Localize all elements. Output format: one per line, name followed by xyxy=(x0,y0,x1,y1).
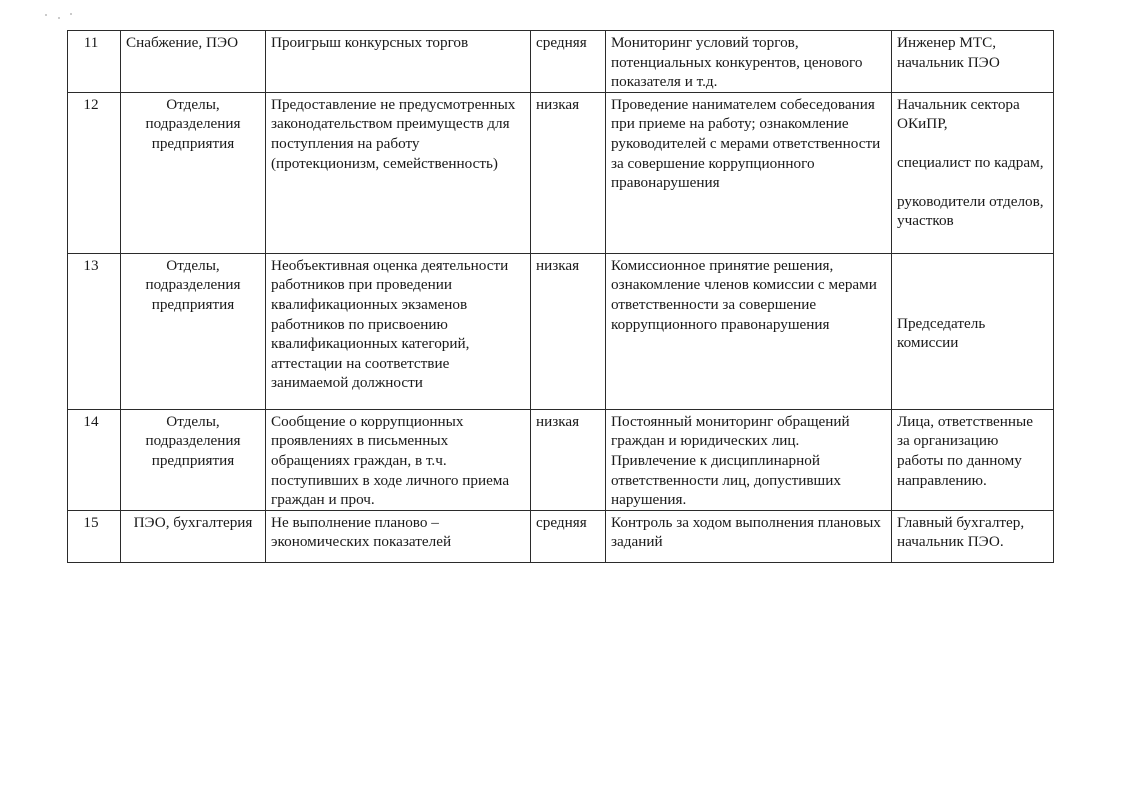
responsible-person: Председатель комиссии xyxy=(897,314,986,352)
risk-cell: Сообщение о коррупционных проявлениях в письменных обращениях граждан, в т.ч. поступивших в ходе личного приема граждан и проч. xyxy=(266,409,531,510)
table-row xyxy=(68,92,1054,253)
row-number: 12 xyxy=(68,92,121,253)
measures-cell: Постоянный мониторинг обращений граждан и юридических лиц. Привлечение к дисциплинарной ответственности лиц, допустивших нарушения. xyxy=(606,409,892,510)
risk-cell: Не выполнение планово – экономических показателей xyxy=(266,510,531,562)
responsible-cell xyxy=(892,510,1054,562)
responsible-person: Лица, ответственные за организацию работы по данному направлению. xyxy=(897,412,1033,489)
responsible-cell xyxy=(892,92,1054,253)
responsible-cell xyxy=(892,253,1054,409)
risk-level-cell: низкая xyxy=(531,409,606,510)
risk-level-cell: средняя xyxy=(531,31,606,93)
scan-speck xyxy=(58,17,60,19)
risk-cell: Предоставление не предусмотренных законодательством преимуществ для поступления на работу (протекционизм, семейственность) xyxy=(266,92,531,253)
row-number: 15 xyxy=(68,510,121,562)
risk-level-cell: средняя xyxy=(531,510,606,562)
responsible-person: специалист по кадрам, xyxy=(897,153,1044,171)
measures-cell: Комиссионное принятие решения, ознакомление членов комиссии с мерами ответственности за совершение коррупционного правонарушения xyxy=(606,253,892,409)
measures-cell: Проведение нанимателем собеседования при приеме на работу; ознакомление руководителей с мерами ответственности за совершение коррупционного правонарушения xyxy=(606,92,892,253)
corruption-risk-table xyxy=(67,30,1054,563)
measures-cell: Мониторинг условий торгов, потенциальных конкурентов, ценового показателя и т.д. xyxy=(606,31,892,93)
risk-cell: Проигрыш конкурсных торгов xyxy=(266,31,531,93)
row-number: 11 xyxy=(68,31,121,93)
responsible-person: Начальник сектора ОКиПР, xyxy=(897,95,1020,133)
responsible-person: Главный бухгалтер, начальник ПЭО. xyxy=(897,513,1025,551)
risk-level-cell: низкая xyxy=(531,253,606,409)
table-row xyxy=(68,409,1054,510)
row-number: 13 xyxy=(68,253,121,409)
scan-speck xyxy=(45,14,47,16)
scan-speck xyxy=(70,13,72,15)
responsible-cell xyxy=(892,409,1054,510)
spacer xyxy=(897,134,1048,153)
risk-level-cell: низкая xyxy=(531,92,606,253)
responsible-cell xyxy=(892,31,1054,93)
department-cell: Отделы, подразделения предприятия xyxy=(121,92,266,253)
measures-cell: Контроль за ходом выполнения плановых заданий xyxy=(606,510,892,562)
table-row xyxy=(68,510,1054,562)
responsible-person: Инженер МТС, начальник ПЭО xyxy=(897,34,1000,71)
department-cell: ПЭО, бухгалтерия xyxy=(121,510,266,562)
department-cell: Снабжение, ПЭО xyxy=(121,31,266,93)
department-cell: Отделы, подразделения предприятия xyxy=(121,409,266,510)
department-cell: Отделы, подразделения предприятия xyxy=(121,253,266,409)
table-row xyxy=(68,253,1054,409)
table-row xyxy=(68,31,1054,93)
responsible-person: руководители отделов, участков xyxy=(897,192,1044,230)
risk-cell: Необъективная оценка деятельности работников при проведении квалификационных экзаменов работников по присвоению квалификационных категорий, аттестации на соответствие занимаемой должности xyxy=(266,253,531,409)
row-number: 14 xyxy=(68,409,121,510)
spacer xyxy=(897,173,1048,192)
spacer xyxy=(897,256,1048,314)
